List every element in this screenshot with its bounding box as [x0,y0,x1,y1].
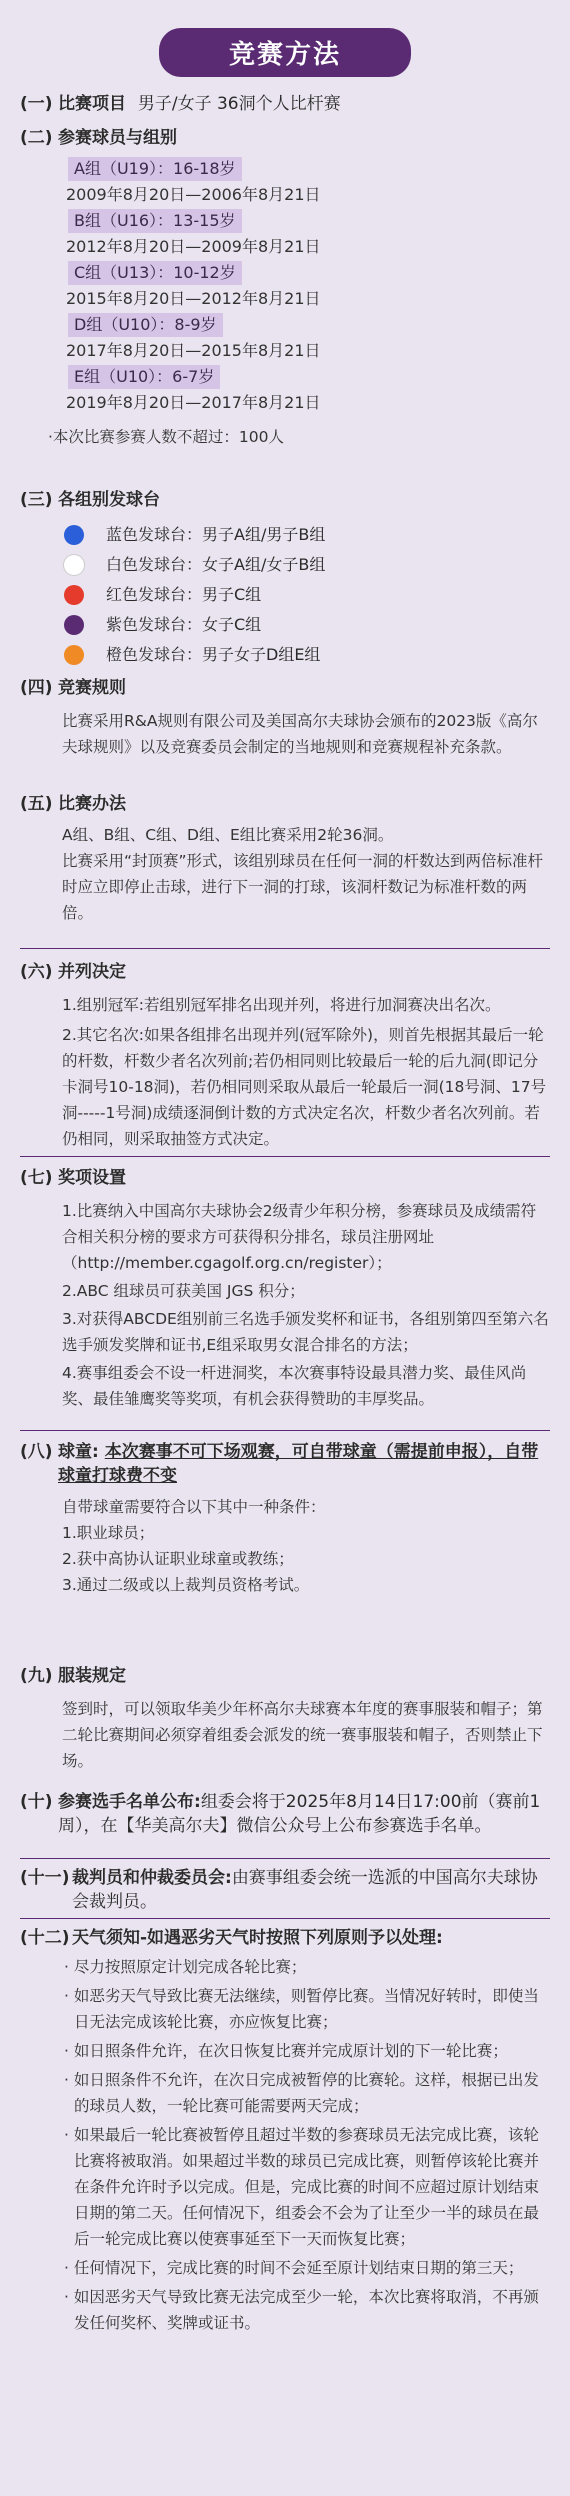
divider [20,1156,550,1157]
section-label: 竞赛规则 [58,678,126,698]
group-label-row [20,156,550,182]
section-9 [20,1664,550,1774]
dress-code-text: 签到时，可以领取华美少年杯高尔夫球赛本年度的赛事服装和帽子；第二轮比赛期间必须穿着组委会派发的统一赛事服装和帽子，否则禁止下场。 [62,1700,543,1770]
tee-item [20,610,550,640]
tee-item [20,520,550,550]
divider [20,948,550,949]
weather-rule: · 如果最后一轮比赛被暂停且超过半数的参赛球员无法完成比赛，该轮比赛将被取消。如果超过半数的球员已完成比赛，则暂停该轮比赛并在条件允许时予以完成。但是，完成比赛的时间不应超过原计划结束日期的第二天。任何情况下，组委会不会为了让至少一半的球员在最后一轮完成比赛以使赛事延至下一天而恢复比赛； [64,2126,540,2248]
format-text-1: A组、B组、C组、D组、E组比赛采用2轮36洞。 [62,826,394,844]
section-6 [20,960,550,1152]
referee-text: 由赛事组委会统一选派的中国高尔夫球协会裁判员。 [72,1868,538,1912]
tie-rule-1: 1.组别冠军:若组别冠军排名出现并列，将进行加洞赛决出名次。 [62,996,501,1014]
section-label: 比赛项目 [58,94,126,114]
award-item-1: 1.比赛纳入中国高尔夫球协会2级青少年积分榜，参赛球员及成绩需符合相关积分榜的要求方可获得积分排名，球员注册网址（http://member.cgagolf.org.cn/register）； [62,1202,537,1272]
section-num: (八) [20,1442,53,1462]
group-label-row [20,208,550,234]
section-num: (三) [20,490,53,510]
section-num: (十二) [20,1928,70,1948]
group-label-row [20,312,550,338]
section-5 [20,792,550,926]
section-4 [20,676,550,760]
tee-label: 橙色发球台：男子女子D组E组 [106,645,321,664]
caddie-intro: 自带球童需要符合以下其中一种条件： [62,1498,326,1516]
section-10 [20,1790,550,1838]
section-num: (五) [20,794,53,814]
section-12 [20,1926,550,2339]
group-dates: 2017年8月20日—2015年8月21日 [66,341,321,360]
tee-list [20,520,550,670]
weather-rule: · 任何情况下，完成比赛的时间不会延至原计划结束日期的第三天； [64,2259,524,2277]
tie-rule-2: 2.其它名次:如果各组排名出现并列(冠军除外)，则首先根据其最后一轮的杆数，杆数少者名次列前;若仍相同则比较最后一轮的后九洞(即记分卡洞号10-18洞)，若仍相同则采取从最后一轮最后一洞(18号洞、17号洞-----1号洞)成绩逐洞倒计数的方式决定名次，杆数少者名次列前。若仍相同，则采取抽签方式决定。 [62,1026,547,1148]
page-title: 竞赛方法 [159,28,411,77]
weather-rule: · 尽力按照原定计划完成各轮比赛； [64,1958,307,1976]
divider [20,1918,550,1919]
tee-color-dot-icon [64,585,84,605]
section-text: 男子/女子 36洞个人比杆赛 [137,94,341,114]
weather-rule: · 如日照条件不允许，在次日完成被暂停的比赛轮。这样，根据已出发的球员人数，一轮比赛可能需要两天完成； [64,2071,539,2115]
section-2 [20,126,550,450]
section-label: 并列决定 [58,962,126,982]
section-label: 球童: [58,1442,99,1462]
tee-color-dot-icon [64,645,84,665]
caddie-condition: 2.获中高协认证职业球童或教练； [62,1550,294,1568]
caddie-notice: 本次赛事不可下场观赛，可自带球童（需提前申报），自带球童打球费不变 [58,1442,539,1486]
section-num: (九) [20,1666,53,1686]
caddie-conditions [20,1520,550,1598]
section-label: 奖项设置 [58,1168,126,1188]
section-label: 裁判员和仲裁委员会: [72,1868,232,1888]
group-dates: 2012年8月20日—2009年8月21日 [66,237,321,256]
tee-label: 红色发球台：男子C组 [106,585,262,604]
tee-label: 紫色发球台：女子C组 [106,615,262,634]
group-label-row [20,364,550,390]
tee-color-dot-icon [64,615,84,635]
tee-color-dot-icon [64,525,84,545]
weather-rule: · 如因恶劣天气导致比赛无法完成至少一轮，本次比赛将取消，不再颁发任何奖杯、奖牌或证书。 [64,2288,539,2332]
section-7 [20,1166,550,1412]
participant-note: ·本次比赛参赛人数不超过：100人 [48,428,285,446]
group-label: B组（U16）：13-15岁 [68,209,242,233]
group-dates: 2015年8月20日—2012年8月21日 [66,289,321,308]
caddie-condition: 1.职业球员； [62,1524,155,1542]
section-11 [20,1866,550,1914]
divider [20,1858,550,1859]
weather-rule: · 如恶劣天气导致比赛无法继续，则暂停比赛。当情况好转时，即使当日无法完成该轮比赛，亦应恢复比赛； [64,1987,539,2031]
rules-text: 比赛采用R&A规则有限公司及美国高尔夫球协会颁布的2023版《高尔夫球规则》以及竞赛委员会制定的当地规则和竞赛规程补充条款。 [62,712,538,756]
group-label: A组（U19）：16-18岁 [68,157,242,181]
section-num: (十一) [20,1868,70,1888]
section-num: (四) [20,678,53,698]
weather-rules [20,1954,550,2336]
section-8 [20,1440,550,1598]
tee-item [20,580,550,610]
divider [20,1430,550,1431]
section-label: 比赛办法 [58,794,126,814]
format-text-2: 比赛采用“封顶赛”形式，该组别球员在任何一洞的杆数达到两倍标准杆时应立即停止击球，进行下一洞的打球，该洞杆数记为标准杆数的两倍。 [62,852,544,922]
section-label: 天气须知-如遇恶劣天气时按照下列原则予以处理: [72,1928,443,1948]
section-num: (二) [20,128,53,148]
tee-label: 白色发球台：女子A组/女子B组 [106,555,326,574]
group-dates: 2019年8月20日—2017年8月21日 [66,393,321,412]
group-label: D组（U10）：8-9岁 [68,313,223,337]
caddie-condition: 3.通过二级或以上裁判员资格考试。 [62,1576,310,1594]
group-label: C组（U13）：10-12岁 [68,261,242,285]
group-label-row [20,260,550,286]
weather-rule: · 如日照条件允许，在次日恢复比赛并完成原计划的下一轮比赛； [64,2042,508,2060]
section-num: (六) [20,962,53,982]
section-1 [20,92,550,116]
tee-label: 蓝色发球台：男子A组/男子B组 [106,525,326,544]
section-label: 服装规定 [58,1666,126,1686]
tee-item [20,550,550,580]
section-3 [20,488,550,670]
section-label: 参赛选手名单公布: [58,1792,201,1812]
title-bar [0,0,570,84]
section-num: (十) [20,1792,53,1812]
section-num: (七) [20,1168,53,1188]
group-label: E组（U10）：6-7岁 [68,365,220,389]
group-list [20,156,550,416]
tee-color-dot-icon [64,555,84,575]
award-item-4: 4.赛事组委会不设一杆进洞奖，本次赛事特设最具潜力奖、最佳风尚奖、最佳雏鹰奖等奖项，有机会获得赞助的丰厚奖品。 [62,1364,527,1408]
section-label: 各组别发球台 [58,490,160,510]
award-item-3: 3.对获得ABCDE组别前三名选手颁发奖杯和证书，各组别第四至第六名选手颁发奖牌和证书,E组采取男女混合排名的方法； [62,1310,549,1354]
section-num: (一) [20,94,53,114]
section-label: 参赛球员与组别 [58,128,177,148]
tee-item [20,640,550,670]
roster-text: 组委会将于2025年8月14日17:00前（赛前1周），在【华美高尔夫】微信公众号上公布参赛选手名单。 [58,1792,541,1836]
award-item-2: 2.ABC 组球员可获美国 JGS 积分； [62,1282,305,1300]
group-dates: 2009年8月20日—2006年8月21日 [66,185,321,204]
